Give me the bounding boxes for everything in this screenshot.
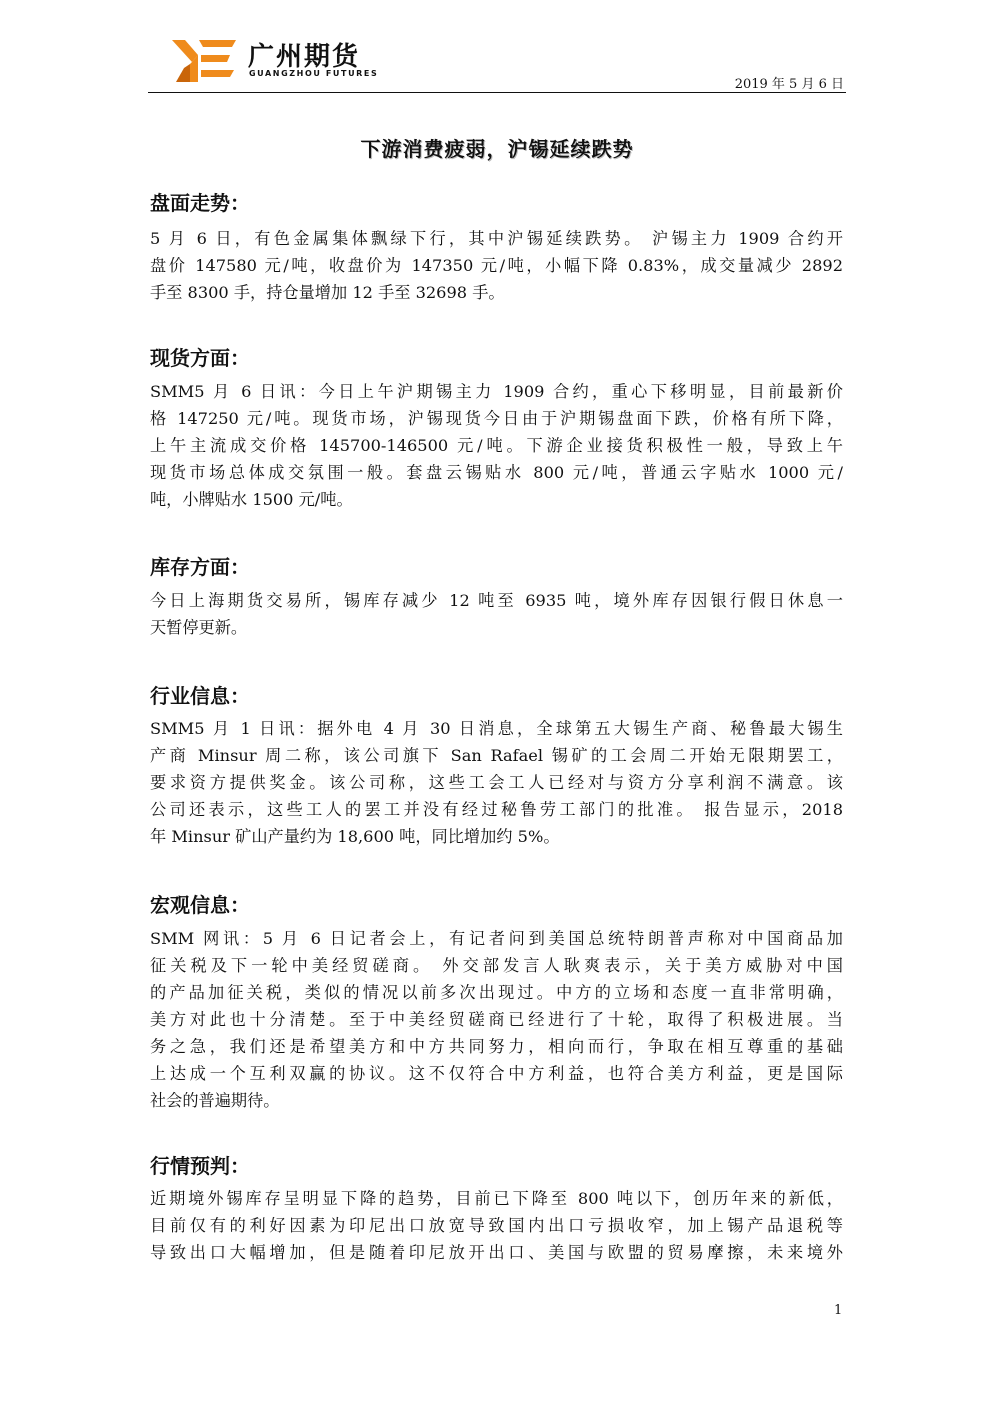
section-body-spot xyxy=(150,378,843,513)
paragraph-line: 近期境外锡库存呈明显下降的趋势，目前已下降至 800 吨以下，创历年来的新低， xyxy=(150,1189,843,1208)
paragraph-line: 盘价 147580 元/吨，收盘价为 147350 元/吨，小幅下降 0.83%，成交量减少 2892 xyxy=(150,256,843,275)
section-heading-inventory: 库存方面： xyxy=(150,555,250,579)
paragraph-line: 的产品加征关税，类似的情况以前多次出现过。中方的立场和态度一直非常明确， xyxy=(150,983,843,1002)
paragraph-line: 天暂停更新。 xyxy=(150,618,248,637)
paragraph-line: 现货市场总体成交氛围一般。套盘云锡贴水 800 元/吨，普通云字贴水 1000 元/ xyxy=(150,463,843,482)
report-title: 下游消费疲弱，沪锡延续跌势 xyxy=(360,137,634,161)
section-heading-spot: 现货方面： xyxy=(150,346,250,370)
paragraph-line: 征关税及下一轮中美经贸磋商。 外交部发言人耿爽表示，关于美方威胁对中国 xyxy=(150,956,843,975)
paragraph-line: 要求资方提供奖金。该公司称，这些工会工人已经对与资方分享利润不满意。该 xyxy=(150,773,843,792)
paragraph-line: 今日上海期货交易所，锡库存减少 12 吨至 6935 吨，境外库存因银行假日休息一 xyxy=(150,591,843,610)
paragraph-line: 上午主流成交价格 145700-146500 元/吨。下游企业接货积极性一般，导致上午 xyxy=(150,436,843,455)
paragraph-line: 美方对此也十分清楚。至于中美经贸磋商已经进行了十轮，取得了积极进展。当 xyxy=(150,1010,843,1029)
section-body-inventory xyxy=(150,587,843,641)
paragraph-line: 吨，小牌贴水 1500 元/吨。 xyxy=(150,490,353,509)
guangzhou-futures-logo-icon xyxy=(172,40,238,82)
paragraph-line: 5 月 6 日，有色金属集体飘绿下行，其中沪锡延续跌势。 沪锡主力 1909 合约开 xyxy=(150,229,843,248)
section-body-market-trend xyxy=(150,225,843,306)
section-body-industry xyxy=(150,715,843,850)
page-number: 1 xyxy=(834,1303,843,1318)
paragraph-line: 格 147250 元/吨。现货市场，沪锡现货今日由于沪期锡盘面下跌，价格有所下降， xyxy=(150,409,843,428)
paragraph-line: SMM5 月 6 日讯：今日上午沪期锡主力 1909 合约，重心下移明显，目前最新价 xyxy=(150,382,843,401)
logo-english-name: GUANGZHOU FUTURES xyxy=(249,69,379,78)
page-header xyxy=(148,36,846,94)
paragraph-line: 手至 8300 手，持仓量增加 12 手至 32698 手。 xyxy=(150,283,505,302)
paragraph-line: 社会的普遍期待。 xyxy=(150,1091,280,1110)
paragraph-line: 年 Minsur 矿山产量约为 18,600 吨，同比增加约 5%。 xyxy=(150,827,560,846)
paragraph-line: 目前仅有的利好因素为印尼出口放宽导致国内出口亏损收窄，加上锡产品退税等 xyxy=(150,1216,843,1235)
paragraph-line: 导致出口大幅增加，但是随着印尼放开出口、美国与欧盟的贸易摩擦，未来境外 xyxy=(150,1243,843,1262)
paragraph-line: 产商 Minsur 周二称，该公司旗下 San Rafael 锡矿的工会周二开始无限期罢工， xyxy=(150,746,843,765)
section-heading-macro: 宏观信息： xyxy=(150,893,250,917)
section-body-outlook xyxy=(150,1185,843,1266)
paragraph-line: 上达成一个互利双赢的协议。这不仅符合中方利益，也符合美方利益，更是国际 xyxy=(150,1064,843,1083)
section-heading-market-trend: 盘面走势： xyxy=(150,191,250,215)
paragraph-line: 公司还表示，这些工人的罢工并没有经过秘鲁劳工部门的批准。 报告显示，2018 xyxy=(150,800,843,819)
paragraph-line: SMM 网讯：5 月 6 日记者会上，有记者问到美国总统特朗普声称对中国商品加 xyxy=(150,929,843,948)
section-heading-industry: 行业信息： xyxy=(150,684,250,708)
section-body-macro xyxy=(150,925,843,1114)
section-heading-outlook: 行情预判： xyxy=(150,1154,250,1178)
report-date: 2019 年 5 月 6 日 xyxy=(734,77,844,92)
paragraph-line: SMM5 月 1 日讯：据外电 4 月 30 日消息，全球第五大锡生产商、秘鲁最大锡生 xyxy=(150,719,843,738)
logo-chinese-name: 广州期货 xyxy=(248,42,361,72)
paragraph-line: 务之急，我们还是希望美方和中方共同努力，相向而行，争取在相互尊重的基础 xyxy=(150,1037,843,1056)
header-divider xyxy=(148,92,846,93)
